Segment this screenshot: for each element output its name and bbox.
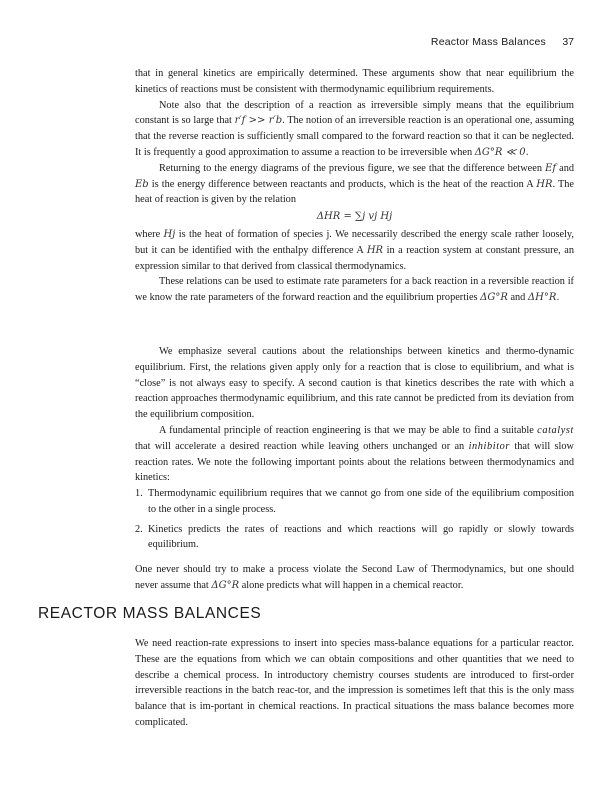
- page-number: 37: [562, 36, 574, 48]
- list-item: 2. Kinetics predicts the rates of reactions and which reactions will go rapidly or slowly towards equilibrium.: [135, 523, 574, 551]
- paragraph-6: We emphasize several cautions about the relationships between kinetics and thermo-dynamic equilibrium. First, the relations given apply only for a reaction that is close to equilibrium, and what is “close” is not always easy to specify. A second caution is that kinetics describes the rate with which a reaction approaches thermodynamic equilibrium, and this rate cannot be predicted from its deviation from the equilibrium composition.: [135, 346, 574, 421]
- text-block-1: [135, 66, 574, 306]
- closing-paragraph: One never should try to make a process violate the Second Law of Thermodynamics, but one should never assume that ΔG°R alone predicts what will happen in a chemical reactor.: [135, 564, 574, 591]
- section-body: [135, 636, 574, 731]
- heat-of-reaction-equation: ΔHR = ∑j vj Hj: [316, 211, 393, 223]
- term-catalyst: catalyst: [537, 424, 574, 436]
- paragraph-5: These relations can be used to estimate rate parameters for a back reaction in a reversible reaction if we know the rate parameters of the forward reaction and the equilibrium properties ΔG°R and ΔH°R.: [135, 276, 574, 304]
- paragraph-1: that in general kinetics are empirically determined. These arguments show that near equilibrium the kinetics of reactions must be consistent with thermodynamic equilibrium requirements.: [135, 68, 574, 95]
- section-heading: REACTOR MASS BALANCES: [38, 605, 262, 622]
- list-item: 1. Thermodynamic equilibrium requires that we cannot go from one side of the equilibrium composition to the other in a single process.: [135, 488, 574, 515]
- paragraph-2: Note also that the description of a reaction as irreversible simply means that the equilibrium constant is so large that r′f >> r′b. The notion of an irreversible reaction is an operational one, assuming that the reverse reaction is sufficiently small compared to the forward reaction so that it can be neglected. It is frequently a good approximation to assume a reaction to be irreversible when ΔG°R ≪ 0.: [135, 99, 574, 158]
- paragraph-4: where Hj is the heat of formation of species j. We necessarily described the energy scale rather loosely, but it can be identified with the enthalpy difference A HR in a reaction system at constant pressure, an expression similar to that derived from classical thermodynamics.: [135, 228, 574, 272]
- text-block-2: [135, 344, 574, 486]
- term-inhibitor: inhibitor: [468, 440, 511, 452]
- heat-of-reaction-symbol: HR: [536, 178, 553, 190]
- forward-energy-symbol: Ef: [545, 162, 557, 174]
- numbered-list: [135, 486, 574, 553]
- running-header: [0, 36, 612, 50]
- rate-inequality-symbol: r′f >> r′b: [234, 115, 283, 127]
- gibbs-symbol: ΔG°R: [480, 292, 508, 304]
- paragraph-3: Returning to the energy diagrams of the previous figure, we see that the difference between Ef and Eb is the energy difference between reactants and products, which is the heat of the reaction A HR. The heat of reaction is given by the relation: [135, 162, 574, 206]
- enthalpy-standard-symbol: ΔH°R.: [527, 292, 560, 304]
- heat-of-formation-symbol: Hj: [163, 228, 176, 240]
- running-title: Reactor Mass Balances: [430, 36, 546, 48]
- gibbs-closing-symbol: ΔG°R: [211, 579, 240, 591]
- section-paragraph-1: We need reaction-rate expressions to insert into species mass-balance equations for a particular reactor. These are the equations from which we can obtain compositions and other quantities that we need to describe a chemical process. In introductory chemistry courses students are introduced to first-order irreversible reactions in the batch reac-tor, and the impression is sometimes left that this is the only mass balance that is im-portant in chemical reactions. In practical situations the mass balance becomes more complicated.: [135, 638, 574, 728]
- enthalpy-symbol: HR: [366, 244, 384, 256]
- backward-energy-symbol: Eb: [135, 178, 149, 190]
- gibbs-inequality-symbol: ΔG°R ≪ 0.: [474, 146, 529, 158]
- paragraph-7: A fundamental principle of reaction engineering is that we may be able to find a suitable catalyst that will accelerate a desired reaction while leaving others unchanged or an inhibitor that will slow reaction rates. We note the following important points about the relations between thermodynamics and kinetics:: [135, 424, 574, 484]
